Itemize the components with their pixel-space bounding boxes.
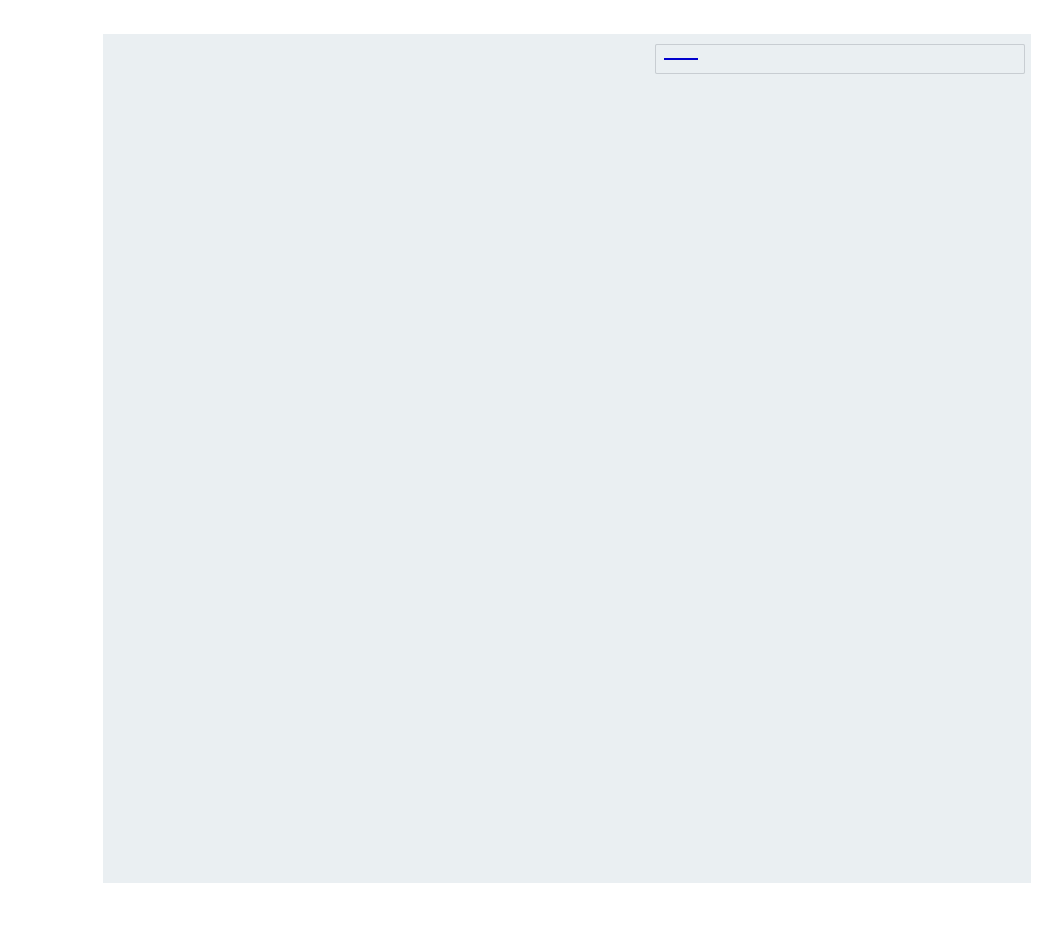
bottom-panel-plot-area <box>103 452 1031 883</box>
legend-line-swatch <box>664 58 698 60</box>
top-panel-plot-area <box>103 34 1031 452</box>
legend[interactable] <box>655 44 1025 74</box>
